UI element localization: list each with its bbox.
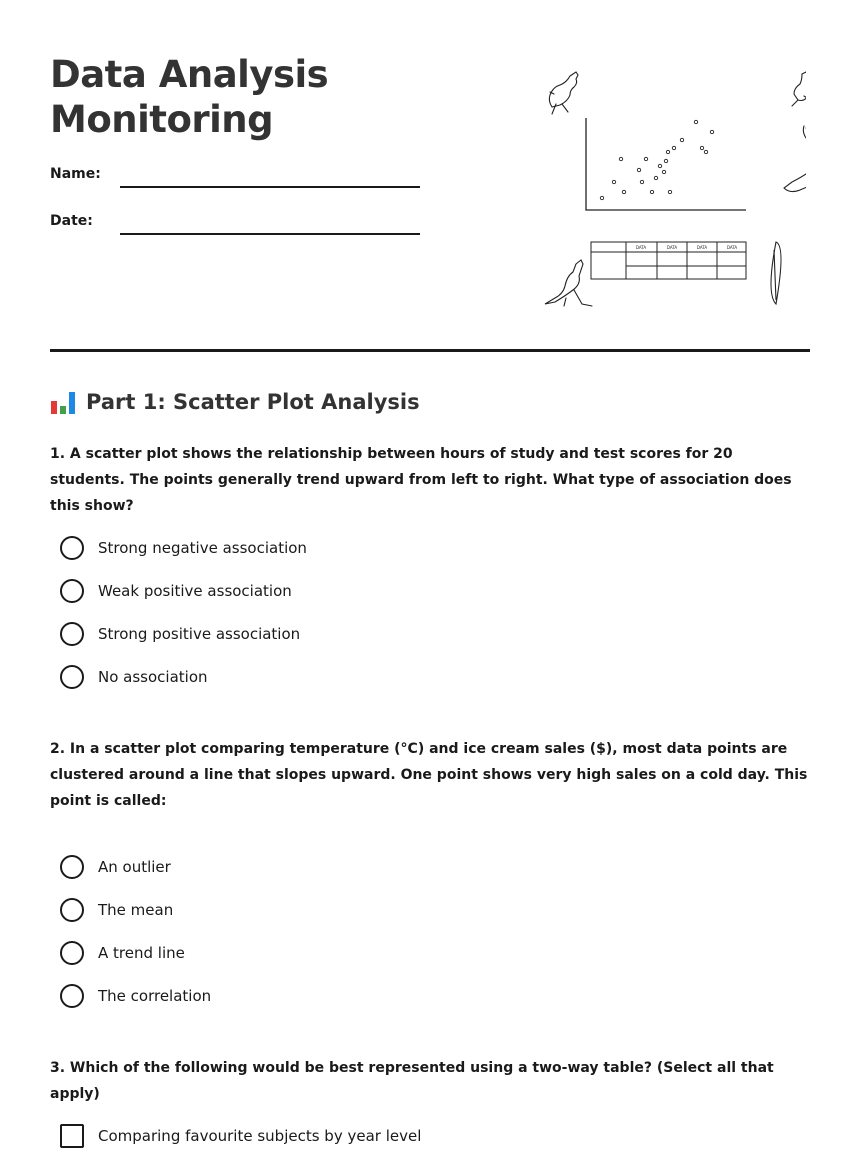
question-2-options	[60, 845, 211, 1017]
option-label: An outlier	[98, 857, 171, 876]
scatter-points	[600, 120, 713, 199]
option-label: The correlation	[98, 986, 212, 1005]
radio-button[interactable]	[60, 984, 84, 1008]
option-label: Comparing favourite subjects by year level	[98, 1126, 422, 1145]
bar-chart-icon	[50, 389, 76, 415]
header-divider	[50, 349, 810, 352]
option-correlation[interactable]	[60, 974, 211, 1017]
checkbox[interactable]	[60, 1124, 84, 1148]
radio-button[interactable]	[60, 898, 84, 922]
table-header-4: DATA	[726, 245, 738, 250]
option-label: No association	[98, 667, 208, 686]
radio-button[interactable]	[60, 622, 84, 646]
worksheet-page	[50, 0, 810, 1145]
kangaroo-icon	[545, 260, 592, 306]
option-label: Strong positive association	[98, 624, 301, 643]
option-trend-line[interactable]	[60, 931, 211, 974]
table-header-1: DATA	[635, 245, 647, 250]
radio-button[interactable]	[60, 665, 84, 689]
table-header-2: DATA	[666, 245, 678, 250]
scatter-plot-sketch	[586, 118, 746, 210]
question-1-text: 1. A scatter plot shows the relationship between hours of study and test scores for 20 students. The points generally trend upward from left to right. What type of association does this show?	[50, 446, 792, 514]
radio-button[interactable]	[60, 941, 84, 965]
question-2-text: 2. In a scatter plot comparing temperature (°C) and ice cream sales ($), most data points are clustered around a line that slopes upward. One point shows very high sales on a cold day. This point is called:	[50, 741, 808, 809]
option-no-association[interactable]	[60, 655, 307, 698]
section-title-text: Part 1: Scatter Plot Analysis	[86, 390, 420, 414]
surfboard-icon	[771, 242, 781, 304]
name-label: Name:	[50, 166, 101, 182]
question-3-text: 3. Which of the following would be best represented using a two-way table? (Select all that apply)	[50, 1060, 774, 1102]
worksheet-header	[50, 0, 810, 352]
table-header-3: DATA	[696, 245, 708, 250]
title-line-2: Monitoring	[50, 98, 274, 141]
name-field	[50, 166, 420, 196]
option-label: Strong negative association	[98, 538, 307, 557]
radio-button[interactable]	[60, 579, 84, 603]
option-mean[interactable]	[60, 888, 211, 931]
kangaroo-icon	[792, 72, 806, 106]
kangaroo-icon	[803, 126, 806, 148]
option-strong-positive[interactable]	[60, 612, 307, 655]
name-input-line[interactable]	[120, 186, 420, 188]
option-outlier[interactable]	[60, 845, 211, 888]
radio-button[interactable]	[60, 536, 84, 560]
kangaroo-icon	[784, 170, 806, 192]
radio-button[interactable]	[60, 855, 84, 879]
section-title	[50, 389, 420, 415]
question-3-options	[60, 1114, 421, 1157]
option-favourite-subjects[interactable]	[60, 1114, 421, 1157]
option-strong-negative[interactable]	[60, 526, 307, 569]
option-label: The mean	[98, 900, 174, 919]
question-1-options	[60, 526, 307, 698]
header-illustration	[536, 66, 806, 316]
page-title	[50, 52, 328, 142]
kangaroo-icon	[549, 72, 578, 114]
date-field	[50, 213, 420, 243]
date-input-line[interactable]	[120, 233, 420, 235]
option-label: Weak positive association	[98, 581, 292, 600]
date-label: Date:	[50, 213, 93, 229]
option-weak-positive[interactable]	[60, 569, 307, 612]
option-label: A trend line	[98, 943, 185, 962]
title-line-1: Data Analysis	[50, 53, 329, 96]
